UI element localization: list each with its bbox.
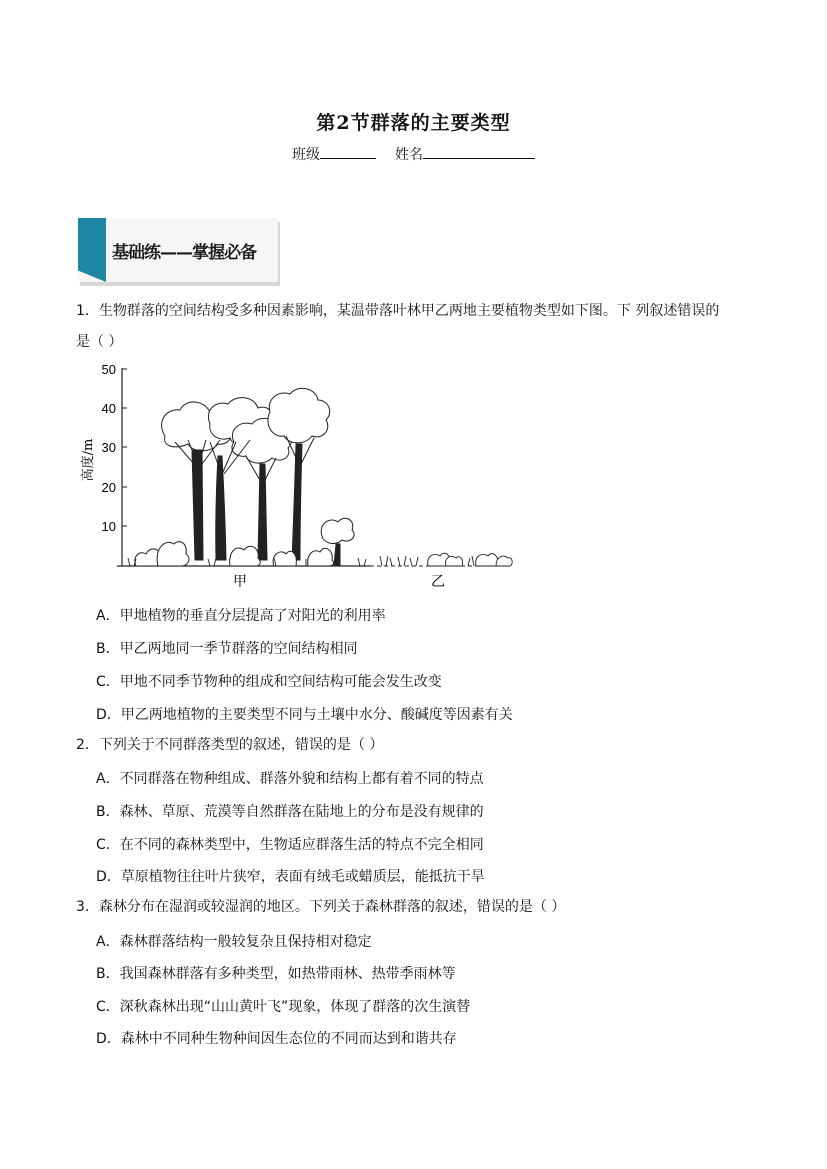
question-3-option-d[interactable]: D．森林中不同种生物种间因生态位的不同而达到和谐共存 — [96, 1031, 457, 1047]
y-tick-label: 50 — [101, 362, 116, 377]
question-2-option-b[interactable]: B．森林、草原、荒漠等自然群落在陆地上的分布是没有规律的 — [96, 804, 484, 820]
y-tick-label: 30 — [101, 440, 116, 455]
question-1-option-a[interactable]: A．甲地植物的垂直分层提高了对阳光的利用率 — [96, 608, 386, 624]
question-2-option-a[interactable]: A．不同群落在物种组成、群落外貌和结构上都有着不同的特点 — [96, 771, 484, 787]
question-2-option-c[interactable]: C．在不同的森林类型中，生物适应群落生活的特点不完全相同 — [96, 837, 484, 853]
y-tick-label: 10 — [101, 519, 116, 534]
question-3-stem: 3．森林分布在湿润或较湿润的地区。下列关于森林群落的叙述，错误的是（ ） — [76, 899, 566, 915]
site-label-yi: 乙 — [431, 574, 445, 590]
question-3-option-a[interactable]: A．森林群落结构一般较复杂且保持相对稳定 — [96, 934, 372, 950]
question-2-option-d[interactable]: D．草原植物往往叶片狭窄，表面有绒毛或蜡质层，能抵抗干旱 — [96, 869, 485, 885]
name-label: 姓名 — [394, 147, 423, 163]
question-3-option-b[interactable]: B．我国森林群落有多种类型，如热带雨林、热带季雨林等 — [96, 966, 456, 982]
site-label-jia: 甲 — [233, 574, 247, 590]
y-tick-label: 40 — [101, 401, 116, 416]
class-label: 班级 — [292, 147, 321, 163]
question-1-option-c[interactable]: C．甲地不同季节物种的组成和空间结构可能会发生改变 — [96, 674, 442, 690]
question-2-stem: 2．下列关于不同群落类型的叙述，错误的是（ ） — [76, 737, 384, 753]
vegetation-height-figure — [70, 360, 520, 592]
banner-text: 基础练——掌握必备 — [112, 243, 256, 263]
name-blank[interactable] — [423, 144, 535, 159]
tree-illustration — [135, 388, 354, 566]
question-1-option-d[interactable]: D．甲乙两地植物的主要类型不同与土壤中水分、酸碱度等因素有关 — [96, 707, 513, 723]
page-title: 第2节群落的主要类型 — [316, 112, 511, 134]
student-info-line — [0, 144, 827, 164]
question-1-stem: 1．生物群落的空间结构受多种因素影响，某温带落叶林甲乙两地主要植物类型如下图。下 列叙述错误的 是（ ） — [76, 303, 720, 350]
question-3-option-c[interactable]: C．深秋森林出现“山山黄叶飞”现象，体现了群落的次生演替 — [96, 999, 471, 1015]
class-blank[interactable] — [320, 144, 376, 159]
section-banner — [78, 218, 280, 286]
y-tick-label: 20 — [101, 480, 116, 495]
question-1-option-b[interactable]: B．甲乙两地同一季节群落的空间结构相同 — [96, 641, 358, 657]
y-axis-label: 高度/m — [81, 438, 96, 482]
